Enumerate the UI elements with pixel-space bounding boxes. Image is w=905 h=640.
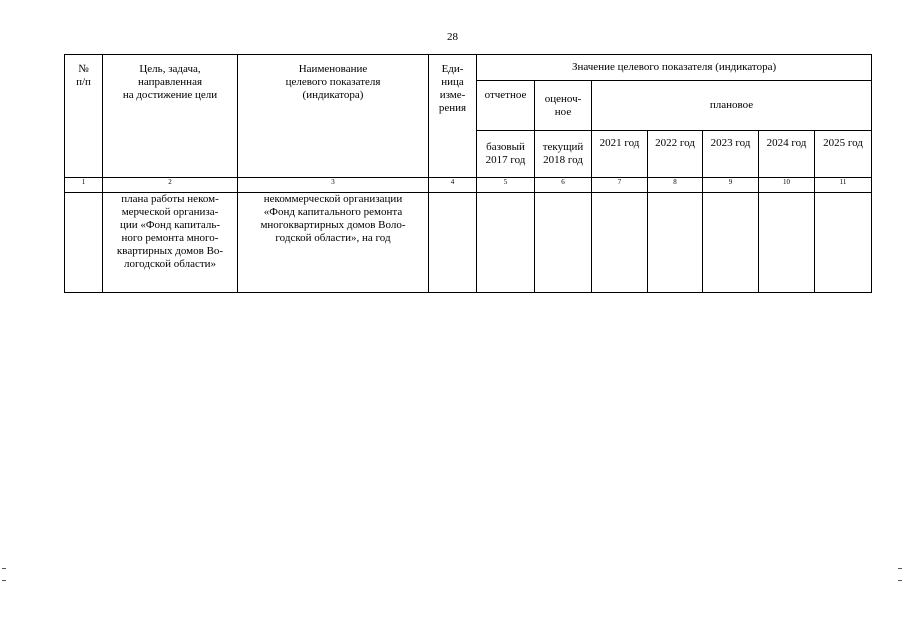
cell-2023: [703, 193, 759, 293]
scan-edge-mark: [2, 580, 6, 581]
header-planned: плановое: [592, 81, 872, 131]
cell-2022: [648, 193, 703, 293]
header-indicator-name: Наименование целевого показателя (индикатора): [238, 55, 429, 178]
cell-num: [65, 193, 103, 293]
header-year-2023: 2023 год: [703, 131, 759, 178]
column-number: 7: [592, 178, 648, 193]
cell-2025: [815, 193, 872, 293]
header-row-1: [65, 55, 872, 81]
header-year-2024: 2024 год: [759, 131, 815, 178]
page-number: 28: [447, 31, 458, 43]
header-base-2017: базовый 2017 год: [477, 131, 535, 178]
cell-2021: [592, 193, 648, 293]
column-number: 10: [759, 178, 815, 193]
column-number: 9: [703, 178, 759, 193]
indicators-table: [64, 54, 872, 293]
column-number: 6: [535, 178, 592, 193]
cell-indicator-name: некоммерческой организации «Фонд капитального ремонта многоквартирных домов Воло- годской области», на год: [238, 193, 429, 293]
table-row: [65, 193, 872, 293]
header-current-2018: текущий 2018 год: [535, 131, 592, 178]
header-goal: Цель, задача, направленная на достижение цели: [103, 55, 238, 178]
header-num: № п/п: [65, 55, 103, 178]
scan-edge-mark: [2, 568, 6, 569]
column-number: 2: [103, 178, 238, 193]
column-number-row: [65, 178, 872, 193]
cell-2024: [759, 193, 815, 293]
column-number: 1: [65, 178, 103, 193]
column-number: 5: [477, 178, 535, 193]
header-reported: отчетное: [477, 81, 535, 131]
cell-current: [535, 193, 592, 293]
scan-edge-mark: [898, 580, 902, 581]
header-year-2021: 2021 год: [592, 131, 648, 178]
column-number: 11: [815, 178, 872, 193]
cell-goal: плана работы неком- мерческой организа- ции «Фонд капиталь- ного ремонта много- квартирных домов Во- логодской области»: [103, 193, 238, 293]
scan-edge-mark: [898, 568, 902, 569]
cell-base: [477, 193, 535, 293]
header-year-2025: 2025 год: [815, 131, 872, 178]
header-estimated: оценоч- ное: [535, 81, 592, 131]
column-number: 3: [238, 178, 429, 193]
column-number: 8: [648, 178, 703, 193]
header-unit: Еди- ница изме- рения: [429, 55, 477, 178]
header-year-2022: 2022 год: [648, 131, 703, 178]
column-number: 4: [429, 178, 477, 193]
header-value-group: Значение целевого показателя (индикатора): [477, 55, 872, 81]
cell-unit: [429, 193, 477, 293]
